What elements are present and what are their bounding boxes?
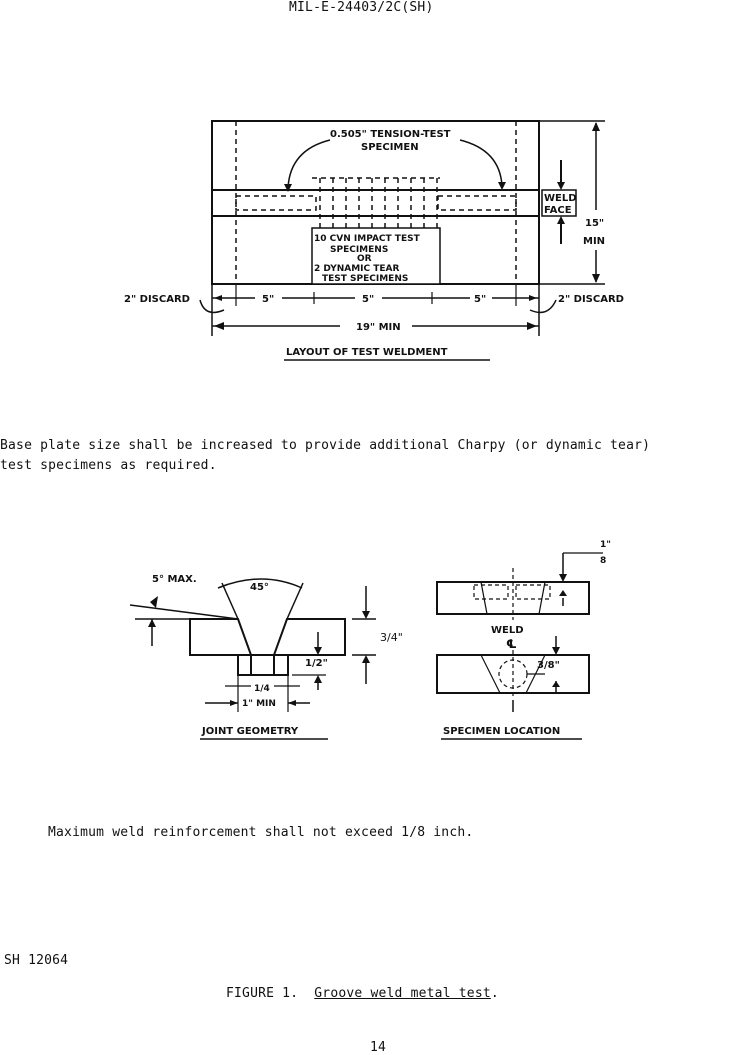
- backing-bar: [238, 655, 288, 675]
- dim-label-2: 5": [362, 294, 375, 305]
- spec-weld-label: WELD: [491, 625, 524, 636]
- cvn-label-1: 10 CVN IMPACT TEST: [314, 234, 420, 244]
- weld-face-label-1: WELD: [544, 193, 577, 204]
- height-label: 15": [585, 218, 605, 229]
- joint-caption: JOINT GEOMETRY: [202, 726, 299, 737]
- discard-left-label: 2" DISCARD: [124, 294, 190, 305]
- spec-depth-label: 3/8": [537, 660, 560, 671]
- max-angle-label: 5° MAX.: [152, 574, 197, 585]
- left-plate: [190, 619, 251, 655]
- dim-label-1: 5": [262, 294, 275, 305]
- page-number: 14: [370, 1040, 387, 1055]
- figure-period: .: [490, 986, 499, 1001]
- weld-face-label-2: FACE: [544, 205, 572, 216]
- spec-top-dim-num: 1": [600, 540, 611, 550]
- tension-label-line1: 0.505" TENSION-TEST: [330, 129, 451, 140]
- cvn-label-4: 2 DYNAMIC TEAR: [314, 264, 400, 274]
- thickness-label: 3/4": [380, 631, 403, 644]
- figure-caption: [226, 986, 499, 1001]
- gap-label: 1/4: [254, 684, 270, 694]
- backing-label: 1/2": [305, 658, 328, 669]
- dim-label-3: 5": [474, 294, 487, 305]
- base-plate-note-2: test specimens as required.: [0, 458, 217, 473]
- reinforcement-note: Maximum weld reinforcement shall not exceed 1/8 inch.: [48, 825, 474, 840]
- tension-label-line2: SPECIMEN: [361, 142, 419, 153]
- document-number: MIL-E-24403/2C(SH): [289, 0, 434, 15]
- total-length-label: 19" MIN: [356, 322, 401, 333]
- layout-caption: LAYOUT OF TEST WELDMENT: [286, 347, 448, 358]
- bevel-angle-label: 45°: [250, 582, 269, 593]
- backing-width-label: 1" MIN: [242, 699, 276, 709]
- spec-top-dim-den: 8: [600, 556, 607, 566]
- cvn-label-2: SPECIMENS: [330, 245, 389, 255]
- right-plate: [274, 619, 345, 655]
- cvn-label-5: TEST SPECIMENS: [322, 274, 409, 284]
- figure-title: Groove weld metal test: [314, 986, 491, 1001]
- figure-label: FIGURE 1.: [226, 986, 299, 1001]
- base-plate-note: Base plate size shall be increased to provide additional Charpy (or dynamic tear): [0, 438, 651, 453]
- height-min-label: MIN: [583, 236, 606, 247]
- sheet-code: SH 12064: [4, 953, 69, 968]
- spec-caption: SPECIMEN LOCATION: [443, 726, 561, 737]
- spec-cl-label: ℄: [506, 637, 517, 651]
- discard-right-label: 2" DISCARD: [558, 294, 624, 305]
- cvn-label-3: OR: [357, 254, 372, 264]
